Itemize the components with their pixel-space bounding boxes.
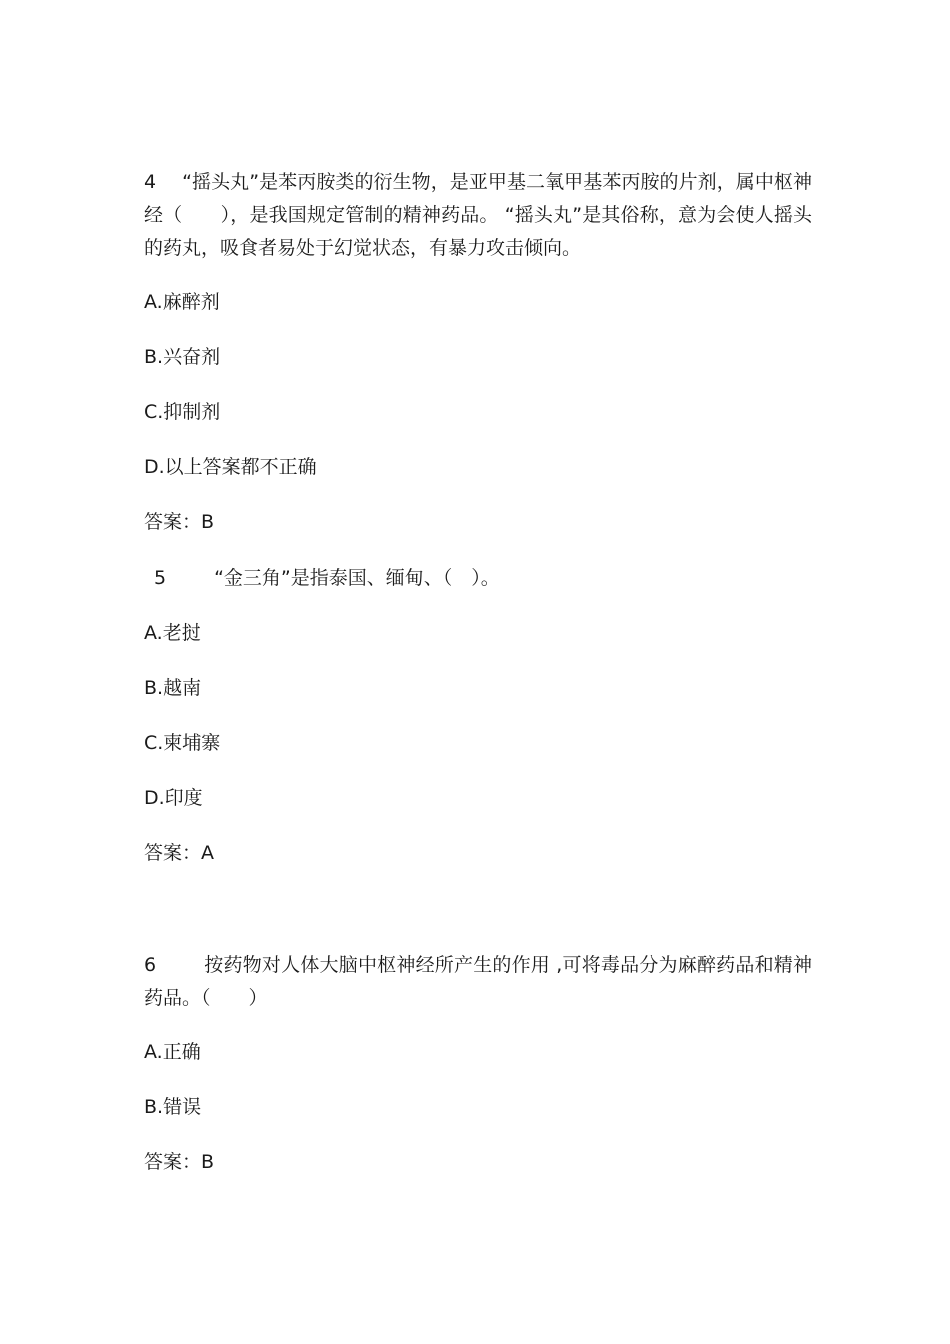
answer: 答案：B xyxy=(144,1151,215,1173)
option-a: A.麻醉剂 xyxy=(144,291,220,313)
question-text: “金三角”是指泰国、缅甸、（ ）。 xyxy=(214,567,500,589)
question-5-stem xyxy=(154,562,500,595)
answer: 答案：A xyxy=(144,842,214,864)
question-4-stem xyxy=(144,166,812,265)
option-a: A.老挝 xyxy=(144,622,201,644)
option-d: D.印度 xyxy=(144,787,203,809)
option-b: B.越南 xyxy=(144,677,202,699)
option-c: C.柬埔寨 xyxy=(144,732,221,754)
option-b: B.错误 xyxy=(144,1096,202,1118)
question-6-stem xyxy=(144,949,812,1015)
question-text: “摇头丸”是苯丙胺类的衍生物，是亚甲基二氧甲基苯丙胺的片剂，属中枢神经（ ），是我国规定管制的精神药品。 “摇头丸”是其俗称，意为会使人摇头的药丸，吸食者易处于幻觉状态，有暴力攻击倾向。 xyxy=(144,171,812,259)
question-number: 5 xyxy=(154,567,167,589)
option-b: B.兴奋剂 xyxy=(144,346,221,368)
option-d: D.以上答案都不正确 xyxy=(144,456,317,478)
question-text: 按药物对人体大脑中枢神经所产生的作用 ,可将毒品分为麻醉药品和精神药品。（ ） xyxy=(144,954,812,1009)
question-number: 6 xyxy=(144,954,157,976)
question-number: 4 xyxy=(144,171,157,193)
answer: 答案：B xyxy=(144,511,215,533)
option-a: A.正确 xyxy=(144,1041,201,1063)
option-c: C.抑制剂 xyxy=(144,401,221,423)
